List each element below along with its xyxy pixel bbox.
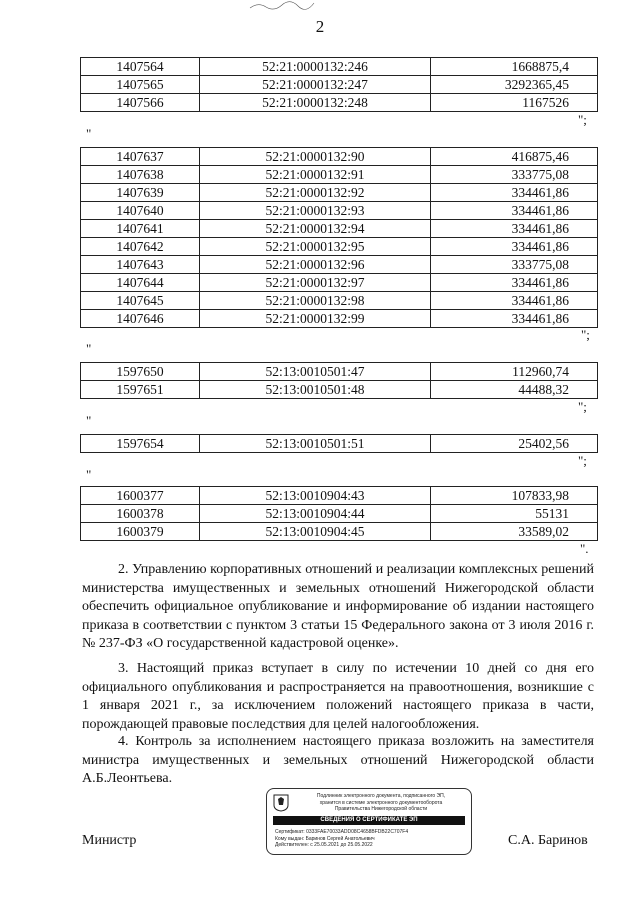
- opening-quote: ": [86, 467, 92, 482]
- stamp-issued-to: Кому выдан: Баринов Сергей Анатольевич: [275, 835, 375, 842]
- table-row: 1407637 52:21:0000132:90 416875,46: [81, 148, 598, 166]
- cadastral-table-1: [80, 57, 598, 112]
- table-row: 1407564 52:21:0000132:246 1668875,4: [81, 58, 598, 76]
- top-scribble: [248, 0, 318, 10]
- table-row: 1407645 52:21:0000132:98 334461,86: [81, 292, 598, 310]
- closing-quote: ";: [581, 327, 590, 342]
- table-row: 1597651 52:13:0010501:48 44488,32: [81, 381, 598, 399]
- cadastral-table-5: [80, 486, 598, 541]
- final-quote: ".: [580, 541, 589, 556]
- table-row: 1600379 52:13:0010904:45 33589,02: [81, 523, 598, 541]
- stamp-certificate: Сертификат: 0333FAE70033ADD08C4658BFDB22C707F4: [275, 829, 409, 835]
- table-row: 1407565 52:21:0000132:247 3292365,45: [81, 76, 598, 94]
- signer-name: С.А. Баринов: [508, 833, 588, 848]
- table-row: 1597654 52:13:0010501:51 25402,56: [81, 435, 598, 453]
- stamp-validity: Действителен: с 25.05.2021 до 25.05.2022: [275, 842, 373, 848]
- cadastral-table-4: [80, 434, 598, 453]
- table-row: 1407639 52:21:0000132:92 334461,86: [81, 184, 598, 202]
- stamp-line: хранится в системе электронного документооборота: [319, 799, 443, 806]
- signer-title: Министр: [82, 833, 137, 848]
- paragraph-4: 4. Контроль за исполнением настоящего приказа возложить на заместителя министра имущественных и земельных отношений Нижегородской области А.Б.Леонтьева.: [82, 734, 594, 786]
- stamp-line: Подлинник электронного документа, подписанного ЭП,: [316, 793, 446, 799]
- table-row: 1407642 52:21:0000132:95 334461,86: [81, 238, 598, 256]
- opening-quote: ": [86, 341, 92, 356]
- page-number: 2: [315, 17, 325, 36]
- table-row: 1407641 52:21:0000132:94 334461,86: [81, 220, 598, 238]
- table-row: 1597650 52:13:0010501:47 112960,74: [81, 363, 598, 381]
- opening-quote: ": [86, 413, 92, 428]
- table-row: 1407638 52:21:0000132:91 333775,08: [81, 166, 598, 184]
- electronic-signature-stamp: [266, 788, 472, 855]
- cadastral-table-2: [80, 147, 598, 328]
- closing-quote: ";: [578, 453, 587, 468]
- emblem-icon: [273, 794, 289, 812]
- stamp-line: Правительства Нижегородской области: [334, 806, 428, 812]
- stamp-header: СВЕДЕНИЯ О СЕРТИФИКАТЕ ЭП: [273, 816, 465, 825]
- cadastral-table-3: [80, 362, 598, 399]
- opening-quote: ": [86, 126, 92, 141]
- table-row: 1407643 52:21:0000132:96 333775,08: [81, 256, 598, 274]
- paragraph-2: 2. Управлению корпоративных отношений и реализации комплексных решений министерства имущественных и земельных отношений Нижегородской области обеспечить официальное опубликование и информирование об издании настоящего приказа в соответствии с пунктом 3 статьи 15 Федерального закона от 3 июля 2016 г. № 237-ФЗ «О государственной кадастровой оценке».: [82, 562, 594, 651]
- table-row: 1407640 52:21:0000132:93 334461,86: [81, 202, 598, 220]
- paragraph-3: 3. Настоящий приказ вступает в силу по истечении 10 дней со дня его официального опубликования и распространяется на правоотношения, возникшие с 1 января 2021 г., за исключением положений настоящего приказа в части, порождающей правовые последствия для целей налогообложения.: [82, 661, 594, 732]
- table-row: 1600378 52:13:0010904:44 55131: [81, 505, 598, 523]
- closing-quote: ";: [578, 399, 587, 414]
- table-row: 1600377 52:13:0010904:43 107833,98: [81, 487, 598, 505]
- closing-quote: ";: [578, 112, 587, 127]
- table-row: 1407644 52:21:0000132:97 334461,86: [81, 274, 598, 292]
- table-row: 1407566 52:21:0000132:248 1167526: [81, 94, 598, 112]
- table-row: 1407646 52:21:0000132:99 334461,86: [81, 310, 598, 328]
